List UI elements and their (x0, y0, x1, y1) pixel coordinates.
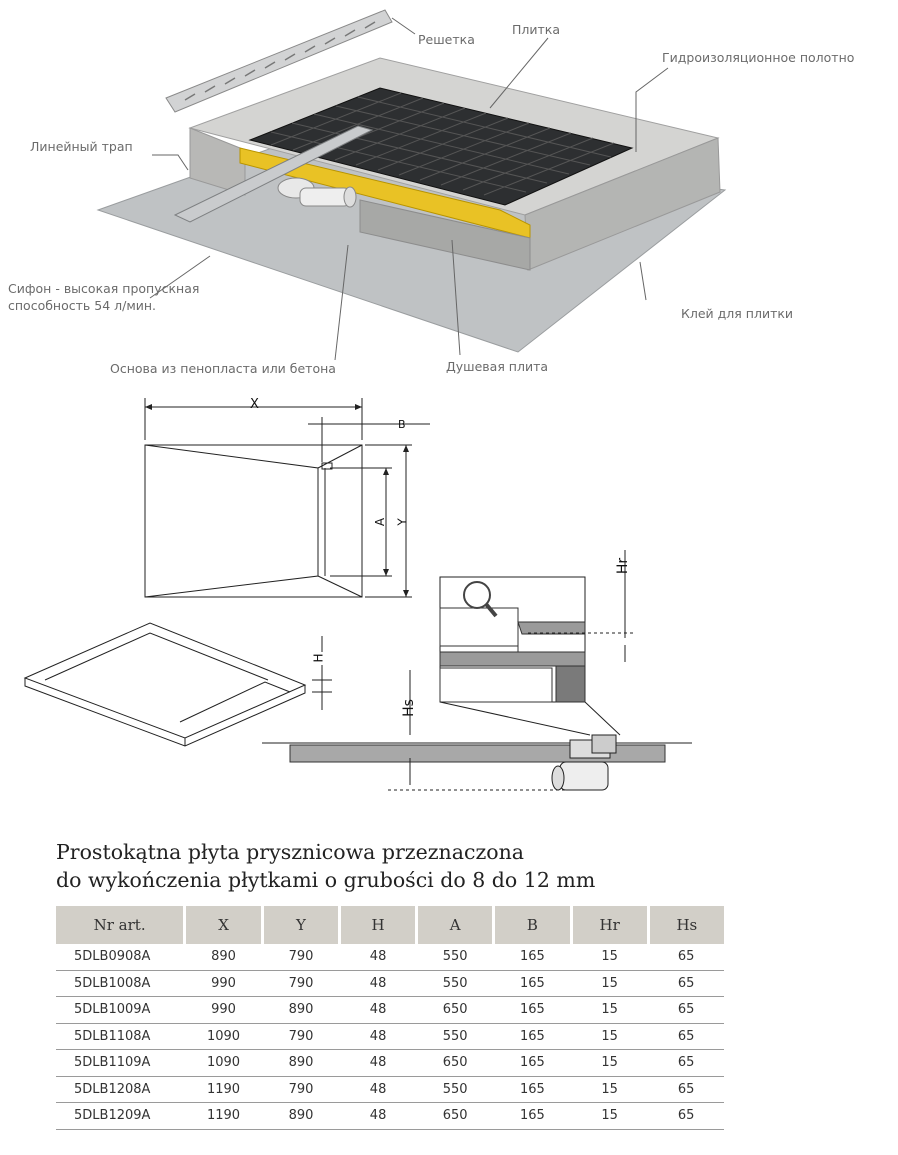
col-header-hr: Hr (571, 906, 648, 944)
cell-y: 790 (262, 1076, 339, 1103)
cell-y: 790 (262, 970, 339, 997)
dim-h: H (311, 653, 326, 663)
cell-hs: 65 (648, 1076, 724, 1103)
cell-y: 790 (262, 944, 339, 970)
cell-y: 890 (262, 1103, 339, 1130)
cell-article: 5DLB0908A (56, 944, 185, 970)
dim-b: B (398, 418, 406, 431)
cell-b: 165 (494, 1076, 571, 1103)
cell-hs: 65 (648, 970, 724, 997)
table-row (56, 1023, 724, 1050)
isometric-plate-outline (25, 623, 332, 746)
cell-h: 48 (340, 1103, 417, 1130)
label-siphon-line2: способность 54 л/мин. (8, 298, 157, 313)
cell-h: 48 (340, 1023, 417, 1050)
cell-hs: 65 (648, 1103, 724, 1130)
label-linear-drain: Линейный трап (30, 139, 133, 154)
cell-b: 165 (494, 1050, 571, 1077)
label-shower-plate: Душевая плита (446, 359, 549, 374)
col-header-a: A (417, 906, 494, 944)
cell-a: 550 (417, 970, 494, 997)
cell-y: 790 (262, 1023, 339, 1050)
cell-article: 5DLB1109A (56, 1050, 185, 1077)
technical-drawing (0, 390, 898, 830)
table-header-row (56, 906, 724, 944)
cell-a: 550 (417, 1076, 494, 1103)
cell-hr: 15 (571, 944, 648, 970)
dim-a: A (373, 517, 388, 527)
cell-hr: 15 (571, 997, 648, 1024)
cell-x: 1190 (185, 1076, 263, 1103)
cell-hs: 65 (648, 1023, 724, 1050)
cell-hs: 65 (648, 944, 724, 970)
dim-hs: Hs (400, 699, 417, 717)
label-siphon-line1: Сифон - высокая пропускная (8, 281, 200, 296)
caption-line-1: Prostokątna płyta prysznicowa przeznaczona (56, 840, 525, 864)
cell-hr: 15 (571, 1023, 648, 1050)
label-tile: Плитка (512, 22, 561, 37)
cell-y: 890 (262, 1050, 339, 1077)
table-row (56, 1076, 724, 1103)
spec-table (56, 906, 724, 1130)
label-grate: Решетка (418, 32, 475, 47)
cell-a: 550 (417, 1023, 494, 1050)
dim-y: Y (395, 518, 410, 526)
cell-b: 165 (494, 944, 571, 970)
cell-b: 165 (494, 1103, 571, 1130)
cell-a: 650 (417, 1103, 494, 1130)
cell-hs: 65 (648, 997, 724, 1024)
caption-line-2: do wykończenia płytkami o grubości do 8 do 12 mm (56, 868, 596, 892)
dim-x: X (250, 397, 259, 412)
table-row (56, 944, 724, 970)
cell-article: 5DLB1008A (56, 970, 185, 997)
cell-article: 5DLB1208A (56, 1076, 185, 1103)
cell-x: 1090 (185, 1050, 263, 1077)
cell-h: 48 (340, 970, 417, 997)
cell-x: 990 (185, 970, 263, 997)
col-header-hs: Hs (648, 906, 724, 944)
cell-hr: 15 (571, 1076, 648, 1103)
table-row (56, 1103, 724, 1130)
cell-hr: 15 (571, 970, 648, 997)
label-waterproofing: Гидроизоляционное полотно (662, 50, 855, 65)
cell-y: 890 (262, 997, 339, 1024)
cell-b: 165 (494, 970, 571, 997)
col-header-y: Y (262, 906, 339, 944)
col-header-h: H (340, 906, 417, 944)
cell-article: 5DLB1209A (56, 1103, 185, 1130)
product-caption (56, 838, 756, 894)
label-base: Основа из пенопласта или бетона (110, 361, 336, 376)
cell-h: 48 (340, 1076, 417, 1103)
cell-h: 48 (340, 1050, 417, 1077)
cell-x: 1090 (185, 1023, 263, 1050)
cell-a: 550 (417, 944, 494, 970)
cell-x: 1190 (185, 1103, 263, 1130)
cell-hr: 15 (571, 1050, 648, 1077)
cell-b: 165 (494, 997, 571, 1024)
cell-x: 990 (185, 997, 263, 1024)
cell-x: 890 (185, 944, 263, 970)
table-row (56, 997, 724, 1024)
cell-hs: 65 (648, 1050, 724, 1077)
dim-hr: Hr (615, 557, 632, 575)
col-header-b: B (494, 906, 571, 944)
cell-a: 650 (417, 1050, 494, 1077)
cell-h: 48 (340, 997, 417, 1024)
table-row (56, 970, 724, 997)
cell-a: 650 (417, 997, 494, 1024)
cell-article: 5DLB1108A (56, 1023, 185, 1050)
label-tile-glue: Клей для плитки (681, 306, 794, 321)
cell-h: 48 (340, 944, 417, 970)
cell-article: 5DLB1009A (56, 997, 185, 1024)
table-row (56, 1050, 724, 1077)
top-view-outline (145, 445, 362, 597)
col-header-article: Nr art. (56, 906, 185, 944)
cell-b: 165 (494, 1023, 571, 1050)
cell-hr: 15 (571, 1103, 648, 1130)
section-detail (440, 550, 635, 735)
col-header-x: X (185, 906, 263, 944)
